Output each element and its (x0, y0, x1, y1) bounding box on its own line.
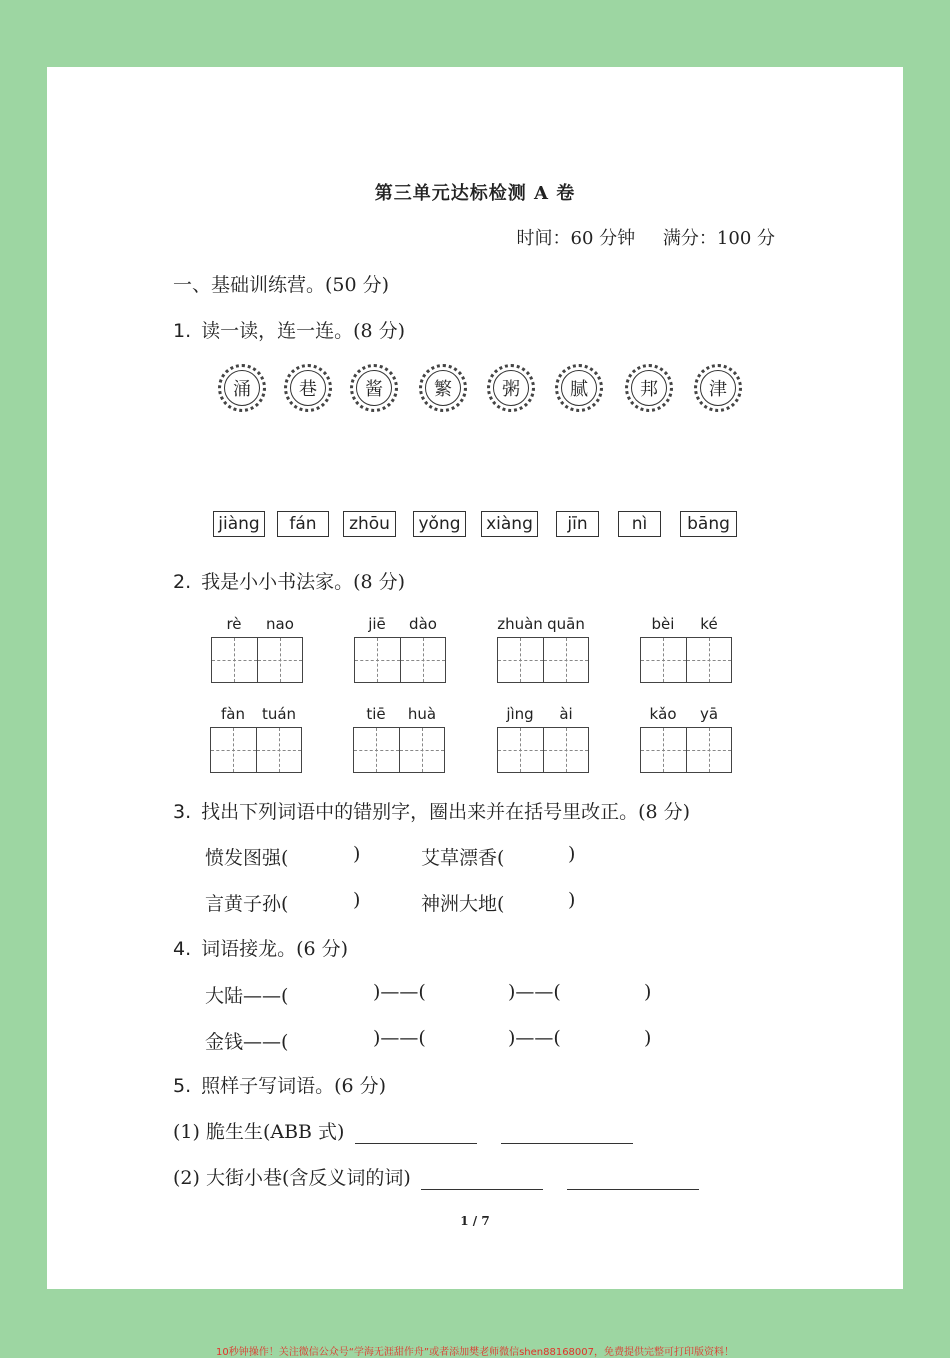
exam-meta (495, 224, 775, 250)
char-flower[interactable] (419, 364, 467, 412)
question-text: 照样子写词语。(6 分) (201, 1075, 387, 1097)
char-text: 腻 (561, 370, 597, 406)
answer-line[interactable] (501, 1125, 633, 1144)
char-flower[interactable] (218, 364, 266, 412)
bracket-close[interactable]: ) (644, 981, 652, 1003)
correction-item: 神洲大地( (421, 893, 505, 915)
char-text: 酱 (356, 370, 392, 406)
chain-start: 大陆——( (205, 985, 289, 1007)
char-text: 粥 (493, 370, 529, 406)
char-flower[interactable] (350, 364, 398, 412)
question-number: 1. (173, 320, 192, 342)
writing-grid[interactable] (497, 705, 589, 773)
sample-item: (1) 脆生生(ABB 式) (173, 1117, 633, 1144)
question-text: 找出下列词语中的错别字，圈出来并在括号里改正。(8 分) (201, 801, 691, 823)
char-text: 涌 (224, 370, 260, 406)
chain-link[interactable]: )——( (508, 1027, 561, 1049)
writing-grid[interactable] (353, 705, 445, 773)
question-5 (173, 1071, 386, 1098)
char-flower[interactable] (625, 364, 673, 412)
char-flower[interactable] (694, 364, 742, 412)
question-4 (173, 934, 348, 961)
correction-item: 愤发图强( (205, 847, 289, 869)
question-2 (173, 567, 405, 594)
question-text: 词语接龙。(6 分) (201, 938, 349, 960)
bracket-close[interactable]: ) (644, 1027, 652, 1049)
writing-grid[interactable] (210, 705, 302, 773)
char-text: 巷 (290, 370, 326, 406)
pinyin-box[interactable]: jīn (556, 511, 599, 537)
chain-link[interactable]: )——( (373, 1027, 426, 1049)
char-text: 津 (700, 370, 736, 406)
writing-grid[interactable] (497, 615, 589, 683)
pinyin-box[interactable]: zhōu (343, 511, 396, 537)
writing-grid[interactable] (640, 705, 732, 773)
char-text: 邦 (631, 370, 667, 406)
question-number: 4. (173, 938, 192, 960)
char-flower[interactable] (487, 364, 535, 412)
promo-banner: 10秒钟操作！关注微信公众号“学海无涯甜作舟”或者添加樊老师微信shen88168007，免费提供完整可打印版资料！ (215, 1347, 735, 1358)
pinyin-box[interactable]: yǒng (413, 511, 466, 537)
writing-grid[interactable] (640, 615, 732, 683)
char-text: 繁 (425, 370, 461, 406)
grid-pinyin: jiē dào (368, 615, 437, 633)
sample-item: (2) 大街小巷(含反义词的词) (173, 1163, 699, 1190)
pinyin-box[interactable]: jiàng (213, 511, 265, 537)
grid-pinyin: jìng ài (506, 705, 573, 723)
bracket-close[interactable]: ) (353, 889, 361, 911)
char-flower[interactable] (284, 364, 332, 412)
pinyin-box[interactable]: nì (618, 511, 661, 537)
question-number: 5. (173, 1075, 192, 1097)
chain-link[interactable]: )——( (508, 981, 561, 1003)
question-1 (173, 316, 405, 343)
correction-item: 言黄子孙( (205, 893, 289, 915)
chain-start: 金钱——( (205, 1031, 289, 1053)
section-heading: 一、基础训练营。(50 分) (173, 274, 390, 296)
page-title: 第三单元达标检测 A 卷 (374, 183, 576, 204)
grid-pinyin: zhuàn quān (497, 615, 585, 633)
pinyin-box[interactable]: fán (277, 511, 329, 537)
correction-item: 艾草漂香( (421, 847, 505, 869)
writing-grid[interactable] (354, 615, 446, 683)
writing-grid[interactable] (211, 615, 303, 683)
question-number: 2. (173, 571, 192, 593)
time-limit: 时间：60 分钟 (516, 228, 636, 249)
pinyin-box[interactable]: bāng (680, 511, 737, 537)
pinyin-box[interactable]: xiàng (481, 511, 538, 537)
bracket-close[interactable]: ) (568, 843, 576, 865)
grid-pinyin: rè nao (226, 615, 294, 633)
grid-pinyin: tiē huà (366, 705, 437, 723)
answer-line[interactable] (567, 1171, 699, 1190)
bracket-close[interactable]: ) (353, 843, 361, 865)
answer-line[interactable] (421, 1171, 543, 1190)
grid-pinyin: fàn tuán (221, 705, 297, 723)
full-score: 满分：100 分 (662, 228, 775, 249)
worksheet-page (47, 67, 903, 1289)
question-text: 我是小小书法家。(8 分) (201, 571, 406, 593)
bracket-close[interactable]: ) (568, 889, 576, 911)
question-3 (173, 797, 690, 824)
grid-pinyin: bèi ké (651, 615, 718, 633)
chain-link[interactable]: )——( (373, 981, 426, 1003)
answer-line[interactable] (355, 1125, 477, 1144)
page-number: 1 / 7 (460, 1214, 490, 1228)
char-flower[interactable] (555, 364, 603, 412)
question-text: 读一读，连一连。(8 分) (201, 320, 406, 342)
question-number: 3. (173, 801, 192, 823)
grid-pinyin: kǎo yā (649, 705, 719, 723)
